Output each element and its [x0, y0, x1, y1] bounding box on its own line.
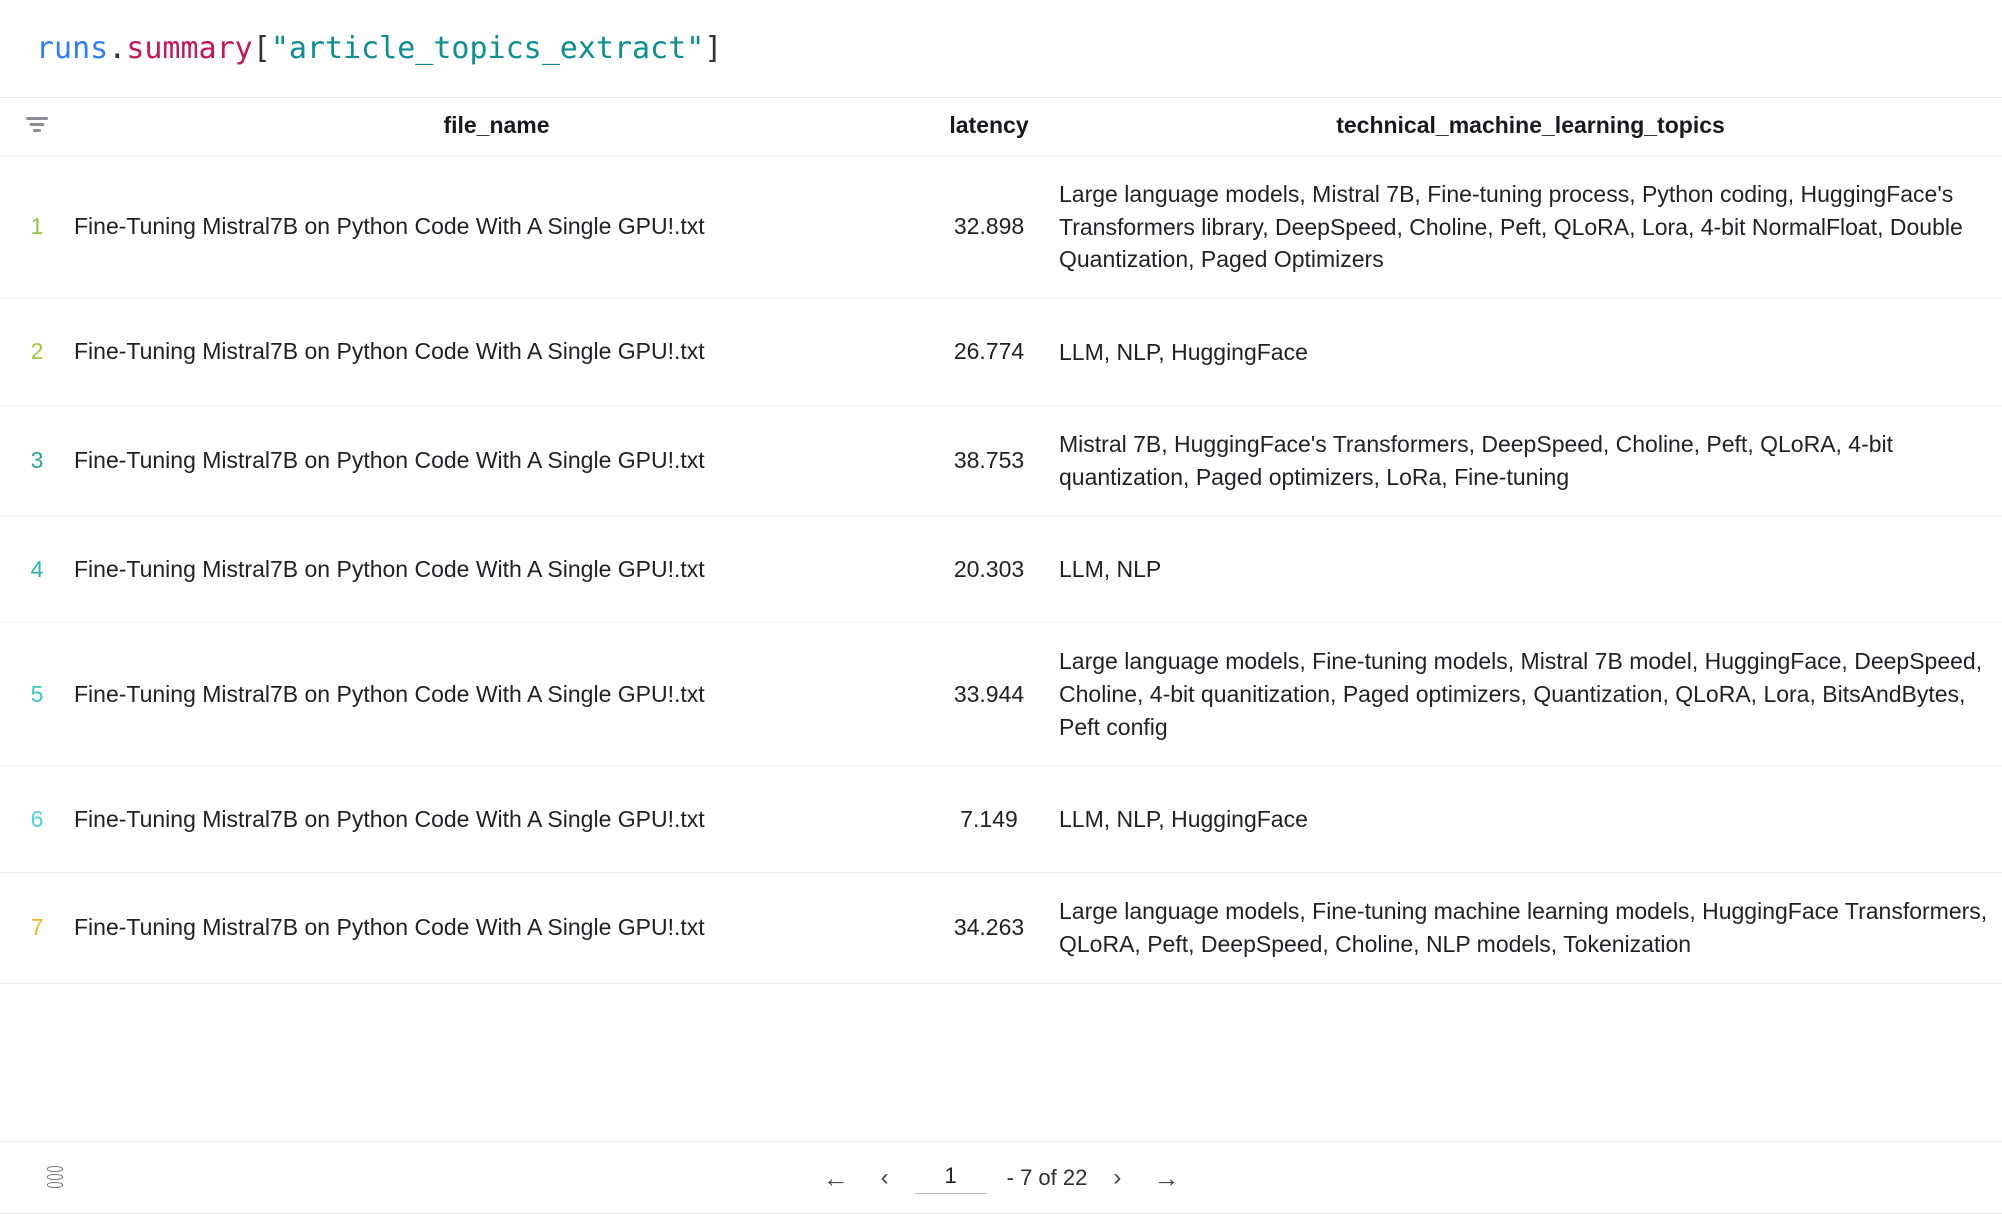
cell-topics: Large language models, Fine-tuning models, Mistral 7B model, HuggingFace, DeepSpeed, Choline, 4-bit quanitization, Paged optimizers, Quantization, QLoRA, Lora, BitsAndBytes, Peft config — [1059, 623, 2002, 766]
cell-latency: 34.263 — [919, 873, 1059, 983]
cell-latency: 38.753 — [919, 405, 1059, 515]
first-page-button[interactable]: ← — [822, 1162, 849, 1193]
row-index: 7 — [0, 873, 74, 983]
table-body — [0, 156, 2002, 984]
header-row — [0, 98, 2002, 156]
row-index: 4 — [0, 516, 74, 623]
cell-file-name: Fine-Tuning Mistral7B on Python Code With A Single GPU!.txt — [74, 156, 919, 299]
title-bracket-close: ] — [704, 31, 723, 66]
cell-latency: 20.303 — [919, 516, 1059, 623]
title-attribute: summary — [126, 31, 253, 66]
cell-topics: Large language models, Fine-tuning machine learning models, HuggingFace Transformers, QLoRA, Peft, DeepSpeed, Choline, NLP models, Tokenization — [1059, 873, 2002, 983]
panel-title-bar — [0, 0, 2002, 98]
cell-file-name: Fine-Tuning Mistral7B on Python Code With A Single GPU!.txt — [74, 516, 919, 623]
page-number-input[interactable] — [915, 1161, 987, 1194]
row-index: 6 — [0, 766, 74, 873]
cell-topics: Large language models, Mistral 7B, Fine-tuning process, Python coding, HuggingFace's Transformers library, DeepSpeed, Choline, Peft, QLoRA, Lora, 4-bit NormalFloat, Double Quantization, Paged Optimizers — [1059, 156, 2002, 299]
title-object: runs — [36, 31, 109, 66]
pagination — [817, 1161, 1186, 1194]
cell-latency: 33.944 — [919, 623, 1059, 766]
table-row[interactable] — [0, 766, 2002, 873]
page-title — [36, 31, 722, 66]
table-row[interactable] — [0, 623, 2002, 766]
filter-icon[interactable] — [24, 115, 50, 133]
row-index: 3 — [0, 405, 74, 515]
last-page-button[interactable]: → — [1153, 1162, 1180, 1193]
title-quote-close: " — [686, 31, 705, 66]
title-quote-open: " — [270, 31, 289, 66]
footer-left — [0, 1166, 110, 1190]
table-row[interactable] — [0, 156, 2002, 299]
column-header-index[interactable] — [0, 98, 74, 156]
title-dot: . — [108, 31, 127, 66]
row-index: 5 — [0, 623, 74, 766]
cell-latency: 26.774 — [919, 298, 1059, 405]
table-footer — [0, 1141, 2002, 1213]
cell-file-name: Fine-Tuning Mistral7B on Python Code With A Single GPU!.txt — [74, 766, 919, 873]
page-range-label: - 7 of 22 — [1006, 1164, 1088, 1190]
table-row[interactable] — [0, 873, 2002, 983]
prev-page-button[interactable]: ‹ — [880, 1163, 889, 1191]
column-header-latency[interactable]: latency — [919, 98, 1059, 156]
table-row[interactable] — [0, 405, 2002, 515]
table-row[interactable] — [0, 516, 2002, 623]
cell-latency: 7.149 — [919, 766, 1059, 873]
cell-topics: LLM, NLP, HuggingFace — [1059, 766, 2002, 873]
next-page-button[interactable]: › — [1113, 1163, 1122, 1191]
cell-topics: LLM, NLP, HuggingFace — [1059, 298, 2002, 405]
results-table — [0, 98, 2002, 984]
database-icon[interactable] — [47, 1166, 63, 1190]
cell-topics: LLM, NLP — [1059, 516, 2002, 623]
row-index: 2 — [0, 298, 74, 405]
cell-topics: Mistral 7B, HuggingFace's Transformers, DeepSpeed, Choline, Peft, QLoRA, 4-bit quantization, Paged optimizers, LoRa, Fine-tuning — [1059, 405, 2002, 515]
column-header-topics[interactable]: technical_machine_learning_topics — [1059, 98, 2002, 156]
row-index: 1 — [0, 156, 74, 299]
table-header — [0, 98, 2002, 156]
cell-file-name: Fine-Tuning Mistral7B on Python Code With A Single GPU!.txt — [74, 623, 919, 766]
table-scroll-area — [0, 98, 2002, 1141]
column-header-file-name[interactable]: file_name — [74, 98, 919, 156]
cell-file-name: Fine-Tuning Mistral7B on Python Code With A Single GPU!.txt — [74, 405, 919, 515]
table-row[interactable] — [0, 298, 2002, 405]
cell-latency: 32.898 — [919, 156, 1059, 299]
cell-file-name: Fine-Tuning Mistral7B on Python Code With A Single GPU!.txt — [74, 873, 919, 983]
cell-file-name: Fine-Tuning Mistral7B on Python Code With A Single GPU!.txt — [74, 298, 919, 405]
title-key: article_topics_extract — [288, 31, 687, 66]
title-bracket-open: [ — [252, 31, 271, 66]
